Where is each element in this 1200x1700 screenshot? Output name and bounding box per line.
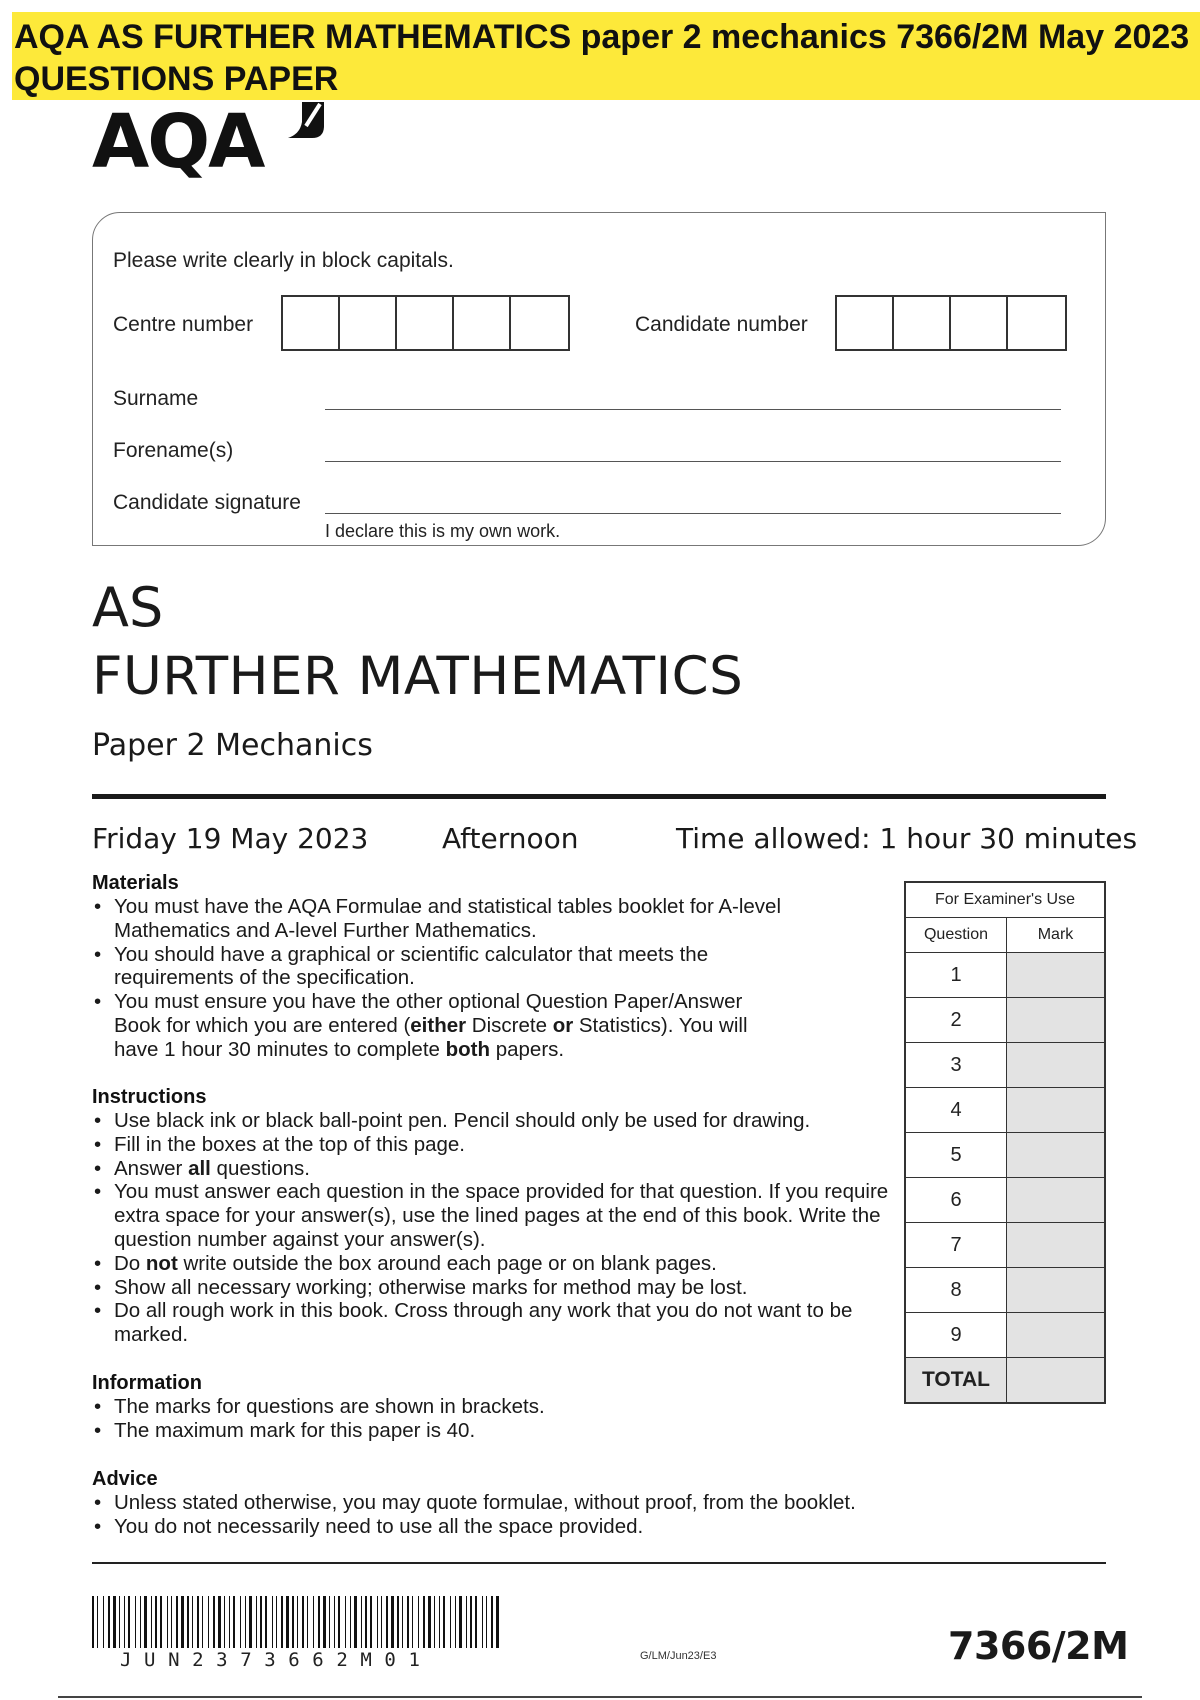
barcode-bar — [124, 1596, 125, 1648]
centre-digit-box[interactable] — [340, 297, 397, 349]
advice-heading: Advice — [92, 1468, 158, 1490]
qualification-level: AS — [92, 576, 164, 639]
barcode-bar — [455, 1596, 456, 1648]
barcode-bar — [140, 1596, 141, 1648]
mark-cell — [1007, 1043, 1106, 1088]
advice-list — [92, 1491, 992, 1539]
barcode-bar — [197, 1596, 199, 1648]
barcode-bar — [307, 1596, 308, 1648]
centre-number-boxes[interactable] — [281, 295, 570, 351]
barcode-bar — [245, 1596, 246, 1648]
barcode-bar — [412, 1596, 413, 1648]
centre-digit-box[interactable] — [397, 297, 454, 349]
footer-divider — [92, 1562, 1106, 1564]
surname-field[interactable] — [325, 409, 1061, 410]
table-row — [905, 1223, 1105, 1268]
barcode-bar — [318, 1596, 320, 1648]
table-row — [905, 1088, 1105, 1133]
mark-cell — [1007, 998, 1106, 1043]
question-column-header: Question — [905, 918, 1007, 953]
barcode-bar — [297, 1596, 298, 1648]
list-item: • You do not necessarily need to use all the space provided. — [92, 1515, 992, 1539]
barcode-bar — [260, 1596, 262, 1648]
barcode-bar — [108, 1596, 110, 1648]
question-number: 3 — [905, 1043, 1007, 1088]
question-number: 8 — [905, 1268, 1007, 1313]
centre-digit-box[interactable] — [454, 297, 511, 349]
instructions-heading: Instructions — [92, 1086, 207, 1108]
barcode-bar — [103, 1596, 104, 1648]
barcode-bar — [466, 1596, 467, 1648]
mark-cell — [1007, 1223, 1106, 1268]
table-row — [905, 1133, 1105, 1178]
table-row — [905, 1268, 1105, 1313]
list-item: • Do all rough work in this book. Cross through any work that you do not want to be marked. — [92, 1299, 890, 1347]
candidate-number-label: Candidate number — [635, 313, 808, 336]
banner-title: AQA AS FURTHER MATHEMATICS paper 2 mechanics 7366/2M May 2023 QUESTIONS PAPER — [14, 18, 1190, 98]
barcode-bar — [92, 1596, 94, 1648]
barcode-bar — [265, 1596, 267, 1648]
barcode-bar — [208, 1596, 209, 1648]
barcode-bar — [491, 1596, 493, 1648]
logo-tick-icon — [284, 100, 344, 148]
forenames-label: Forename(s) — [113, 439, 234, 462]
barcode-bar — [377, 1596, 378, 1648]
barcode-bar — [350, 1596, 351, 1648]
list-item: • You must answer each question in the space provided for that question. If you require extra space for your answer(s), use the lined pages at the end of this book. Write the question number against your answer(s). — [92, 1180, 890, 1251]
barcode-bar — [167, 1596, 168, 1648]
paper-title: Paper 2 Mechanics — [92, 728, 373, 763]
barcode-bar — [240, 1596, 241, 1648]
list-item: • Fill in the boxes at the top of this page. — [92, 1133, 890, 1157]
barcode-bar — [439, 1596, 440, 1648]
materials-list — [92, 895, 792, 1062]
list-item: • The maximum mark for this paper is 40. — [92, 1419, 912, 1443]
page-bottom-rule — [58, 1696, 1142, 1698]
list-item: • Use black ink or black ball-point pen. Pencil should only be used for drawing. — [92, 1109, 890, 1133]
examiner-table-title: For Examiner's Use — [905, 882, 1105, 918]
total-label: TOTAL — [905, 1358, 1007, 1404]
candidate-digit-box[interactable] — [837, 297, 894, 349]
list-item: • Answer all questions. — [92, 1157, 890, 1181]
total-mark-cell — [1007, 1358, 1106, 1404]
barcode-bar — [338, 1596, 340, 1648]
candidate-details-box — [92, 212, 1106, 546]
barcode-bar — [323, 1596, 326, 1648]
barcode-bar — [292, 1596, 294, 1648]
barcode-bar — [229, 1596, 230, 1648]
barcode-bar — [171, 1596, 172, 1648]
barcode-bar — [443, 1596, 445, 1648]
barcode — [92, 1596, 502, 1648]
barcode-bar — [407, 1596, 409, 1648]
candidate-digit-box[interactable] — [894, 297, 951, 349]
candidate-number-boxes[interactable] — [835, 295, 1067, 351]
paper-code: 7366/2M — [948, 1624, 1129, 1668]
barcode-bar — [128, 1596, 130, 1648]
time-allowed: Time allowed: 1 hour 30 minutes — [676, 822, 1138, 855]
centre-number-label: Centre number — [113, 313, 254, 336]
barcode-bar — [496, 1596, 499, 1648]
barcode-bar — [329, 1596, 330, 1648]
declaration-text: I declare this is my own work. — [325, 521, 561, 541]
table-row — [905, 953, 1105, 998]
barcode-bar — [151, 1596, 152, 1648]
barcode-bar — [202, 1596, 203, 1648]
list-item: • You should have a graphical or scientific calculator that meets the requirements of the specification. — [92, 943, 792, 991]
barcode-bar — [286, 1596, 289, 1648]
barcode-bar — [160, 1596, 162, 1648]
barcode-bar — [302, 1596, 304, 1648]
candidate-digit-box[interactable] — [1008, 297, 1065, 349]
barcode-bar — [386, 1596, 388, 1648]
barcode-bar — [276, 1596, 277, 1648]
mark-cell — [1007, 1133, 1106, 1178]
barcode-bar — [361, 1596, 362, 1648]
signature-label: Candidate signature — [113, 491, 301, 514]
barcode-bar — [354, 1596, 357, 1648]
heading-divider — [92, 794, 1106, 799]
barcode-bar — [486, 1596, 487, 1648]
subject-title: FURTHER MATHEMATICS — [92, 646, 744, 707]
block-capitals-instruction: Please write clearly in block capitals. — [113, 249, 454, 272]
barcode-bar — [482, 1596, 483, 1648]
mark-cell — [1007, 1313, 1106, 1358]
list-item: • You must have the AQA Formulae and statistical tables booklet for A-level Mathematics and A-level Further Mathematics. — [92, 895, 792, 943]
information-heading: Information — [92, 1372, 202, 1394]
question-number: 9 — [905, 1313, 1007, 1358]
information-list — [92, 1395, 912, 1443]
barcode-bar — [187, 1596, 189, 1648]
instructions-list — [92, 1109, 890, 1347]
barcode-bar — [450, 1596, 451, 1648]
surname-label: Surname — [113, 387, 199, 410]
mark-cell — [1007, 953, 1106, 998]
barcode-bar — [181, 1596, 184, 1648]
barcode-bar — [391, 1596, 394, 1648]
barcode-bar — [475, 1596, 477, 1648]
logo-text: AQA — [92, 99, 264, 185]
barcode-bar — [313, 1596, 314, 1648]
question-number: 5 — [905, 1133, 1007, 1178]
signature-field[interactable] — [325, 513, 1061, 514]
barcode-bar — [97, 1596, 98, 1648]
barcode-bar — [345, 1596, 346, 1648]
barcode-text: JUN2373662M01 — [120, 1649, 433, 1671]
candidate-digit-box[interactable] — [951, 297, 1008, 349]
question-number: 7 — [905, 1223, 1007, 1268]
barcode-bar — [256, 1596, 257, 1648]
examiner-use-table — [904, 881, 1106, 1404]
barcode-bar — [428, 1596, 431, 1648]
aqa-logo — [92, 100, 352, 184]
barcode-bar — [192, 1596, 193, 1648]
barcode-bar — [249, 1596, 252, 1648]
barcode-bar — [459, 1596, 462, 1648]
barcode-bar — [176, 1596, 178, 1648]
barcode-bar — [434, 1596, 435, 1648]
barcode-bar — [233, 1596, 235, 1648]
question-number: 1 — [905, 953, 1007, 998]
question-number: 2 — [905, 998, 1007, 1043]
barcode-bar — [281, 1596, 283, 1648]
list-item: • Unless stated otherwise, you may quote formulae, without proof, from the booklet. — [92, 1491, 992, 1515]
question-number: 6 — [905, 1178, 1007, 1223]
list-item: • The marks for questions are shown in brackets. — [92, 1395, 912, 1419]
barcode-bar — [370, 1596, 372, 1648]
list-item: • Show all necessary working; otherwise marks for method may be lost. — [92, 1276, 890, 1300]
mark-column-header: Mark — [1007, 918, 1106, 953]
table-row — [905, 1313, 1105, 1358]
table-row — [905, 1043, 1105, 1088]
barcode-bar — [155, 1596, 157, 1648]
barcode-bar — [423, 1596, 425, 1648]
barcode-bar — [334, 1596, 335, 1648]
centre-digit-box[interactable] — [283, 297, 340, 349]
barcode-bar — [381, 1596, 382, 1648]
exam-date: Friday 19 May 2023 — [92, 822, 369, 855]
question-number: 4 — [905, 1088, 1007, 1133]
barcode-bar — [224, 1596, 225, 1648]
barcode-bar — [418, 1596, 419, 1648]
document-reference: G/LM/Jun23/E3 — [640, 1650, 717, 1662]
barcode-bar — [397, 1596, 399, 1648]
list-item: • You must ensure you have the other optional Question Paper/Answer Book for which you are entered (either Discrete or Statistics). You will have 1 hour 30 minutes to complete both papers. — [92, 990, 792, 1061]
barcode-bar — [213, 1596, 215, 1648]
barcode-bar — [135, 1596, 136, 1648]
centre-digit-box[interactable] — [511, 297, 568, 349]
barcode-bar — [402, 1596, 403, 1648]
exam-session: Afternoon — [442, 822, 579, 855]
barcode-bar — [365, 1596, 367, 1648]
forenames-field[interactable] — [325, 461, 1061, 462]
mark-cell — [1007, 1178, 1106, 1223]
barcode-bar — [144, 1596, 147, 1648]
barcode-bar — [470, 1596, 472, 1648]
barcode-bar — [113, 1596, 116, 1648]
list-item: • Do not write outside the box around each page or on blank pages. — [92, 1252, 890, 1276]
title-banner — [12, 12, 1200, 100]
table-row — [905, 998, 1105, 1043]
barcode-bar — [119, 1596, 120, 1648]
barcode-bar — [218, 1596, 221, 1648]
barcode-bar — [272, 1596, 273, 1648]
mark-cell — [1007, 1268, 1106, 1313]
materials-heading: Materials — [92, 872, 179, 894]
mark-cell — [1007, 1088, 1106, 1133]
total-row — [905, 1358, 1105, 1404]
table-row — [905, 1178, 1105, 1223]
